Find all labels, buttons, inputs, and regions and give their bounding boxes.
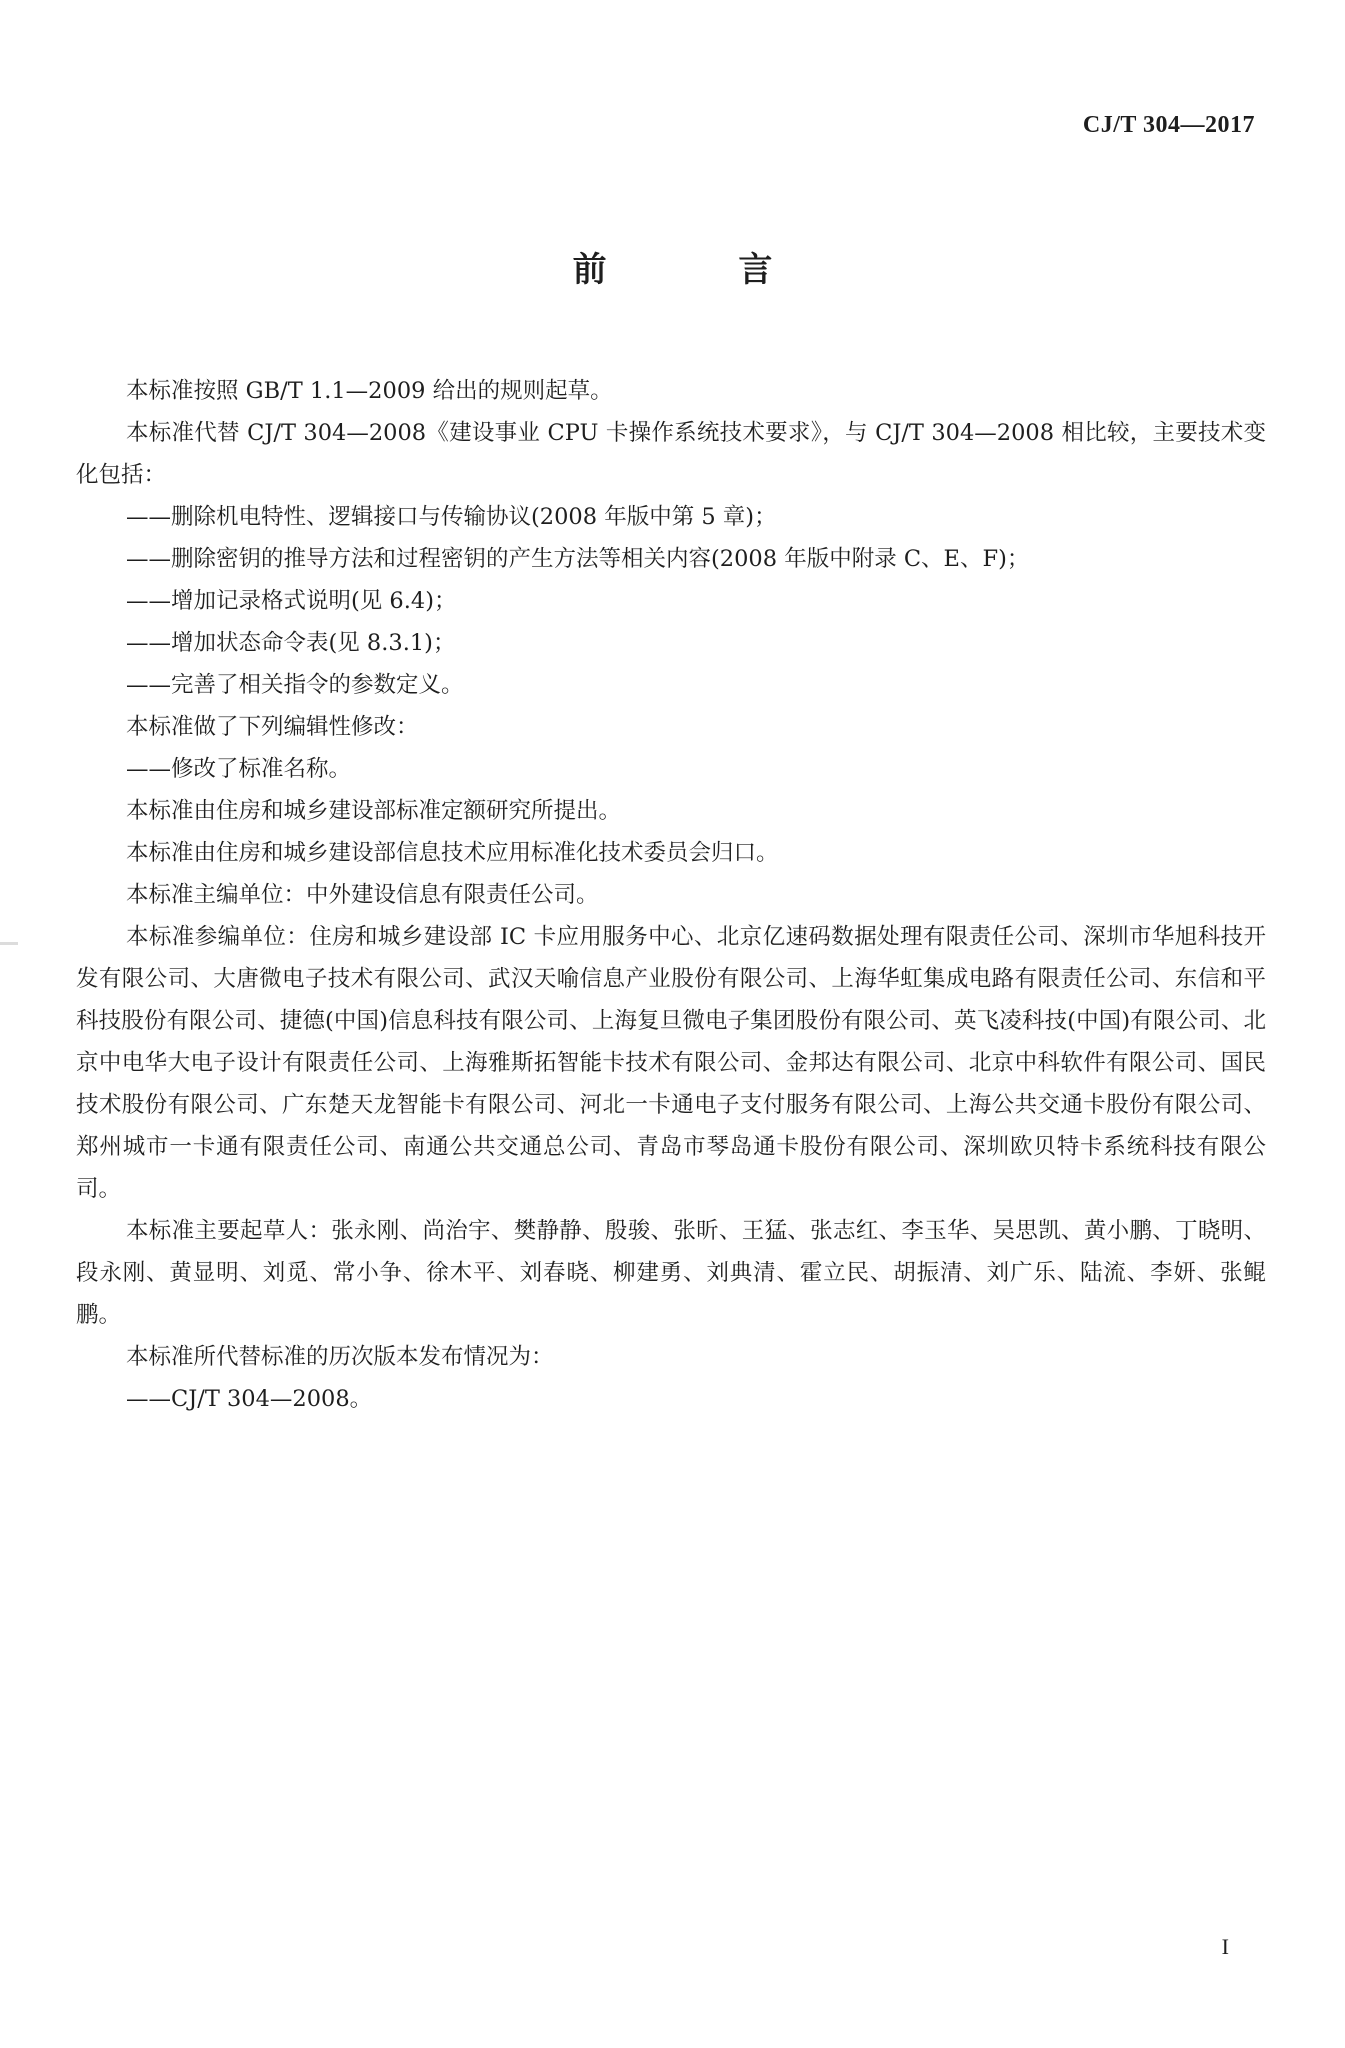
foreword-body [76,370,1266,1420]
change-item: ——删除密钥的推导方法和过程密钥的产生方法等相关内容(2008 年版中附录 C、E、F)； [126,546,1030,572]
paragraph-drafting-rules: 本标准按照 GB/T 1.1—2009 给出的规则起草。 [126,378,613,404]
paragraph-version-history: 本标准所代替标准的历次版本发布情况为： [126,1344,554,1370]
paragraph-drafters: 本标准主要起草人：张永刚、尚治宇、樊静静、殷骏、张昕、王猛、张志红、李玉华、吴思凯、黄小鹏、丁晓明、段永刚、黄显明、刘觅、常小争、徐木平、刘春晓、柳建勇、刘典清、霍立民、胡振清、刘广乐、陆流、李妍、张鲲鹏。 [76,1218,1266,1328]
standard-code: CJ/T 304—2017 [1082,112,1255,138]
change-item: ——删除机电特性、逻辑接口与传输协议(2008 年版中第 5 章)； [126,504,777,530]
page-title: 前 言 [572,250,833,290]
editorial-item: ——修改了标准名称。 [126,756,352,782]
page-number: I [1221,1934,1229,1959]
paragraph-committee: 本标准由住房和城乡建设部信息技术应用标准化技术委员会归口。 [126,840,779,866]
change-item: ——增加记录格式说明(见 6.4)； [126,588,457,614]
paragraph-participating-units: 本标准参编单位：住房和城乡建设部 IC 卡应用服务中心、北京亿速码数据处理有限责任公司、深圳市华旭科技开发有限公司、大唐微电子技术有限公司、武汉天喻信息产业股份有限公司、上海华虹集成电路有限责任公司、东信和平科技股份有限公司、捷德(中国)信息科技有限公司、上海复旦微电子集团股份有限公司、英飞凌科技(中国)有限公司、北京中电华大电子设计有限责任公司、上海雅斯拓智能卡技术有限公司、金邦达有限公司、北京中科软件有限公司、国民技术股份有限公司、广东楚天龙智能卡有限公司、河北一卡通电子支付服务有限公司、上海公共交通卡股份有限公司、郑州城市一卡通有限责任公司、南通公共交通总公司、青岛市琴岛通卡股份有限公司、深圳欧贝特卡系统科技有限公司。 [76,924,1266,1202]
scan-edge-mark [0,942,18,945]
paragraph-replacement: 本标准代替 CJ/T 304—2008《建设事业 CPU 卡操作系统技术要求》，与 CJ/T 304—2008 相比较，主要技术变化包括： [76,420,1266,488]
change-item: ——增加状态命令表(见 8.3.1)； [126,630,456,656]
change-item: ——完善了相关指令的参数定义。 [126,672,464,698]
paragraph-editorial: 本标准做了下列编辑性修改： [126,714,419,740]
version-item: ——CJ/T 304—2008。 [126,1386,373,1412]
paragraph-proposer: 本标准由住房和城乡建设部标准定额研究所提出。 [126,798,622,824]
paragraph-chief-unit: 本标准主编单位：中外建设信息有限责任公司。 [126,882,599,908]
